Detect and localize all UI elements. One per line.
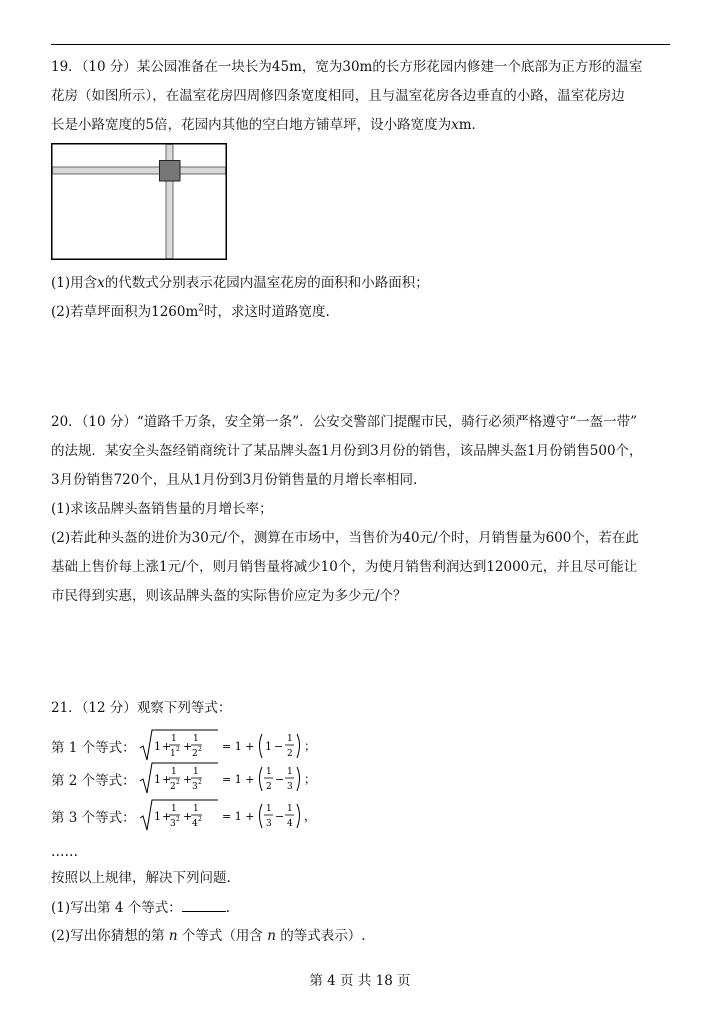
eq3-r2-num: 1 — [286, 804, 293, 814]
eq2-end: ； — [303, 772, 316, 786]
q19-part-2 — [51, 302, 676, 322]
eq2-den-a: 2 — [169, 782, 176, 792]
eq3-n2: 1 — [192, 804, 199, 814]
eq3-equals: = 1 + — [221, 810, 255, 823]
garden-border — [52, 144, 227, 260]
q19-line-3-text: 长是小路宽度的5倍，花园内其他的空白地方铺草坪，设小路宽度为 — [51, 117, 452, 133]
eq3-den-b: 4 — [191, 819, 198, 829]
q20-part-2-line-1: (2)若此种头盔的进价为30元/个，测算在市场中，当售价为40元/个时，月销售量为600个，若在此 — [51, 530, 639, 546]
eq3-plus-1: + — [161, 810, 171, 823]
eq2-r1-num: 1 — [265, 767, 272, 777]
eq3-one: 1 — [153, 810, 161, 823]
equation-1-label: 第 1 个等式： — [51, 740, 136, 756]
q19-var-x: x — [451, 117, 459, 133]
q21-part-1-post: . — [225, 900, 231, 916]
equation-2 — [51, 759, 318, 799]
q20-part-1: (1)求该品牌头盔销售量的月增长率； — [51, 501, 273, 517]
eq3-end: ， — [303, 809, 316, 823]
eq1-den-b: 2 — [191, 749, 198, 759]
eq3-r1-den: 3 — [265, 819, 272, 829]
eq1-n2: 1 — [192, 734, 199, 744]
eq2-sq-a: 2 — [175, 779, 180, 786]
header-rule — [51, 44, 670, 45]
eq1-end: ； — [303, 739, 316, 753]
eq1-minus: − — [273, 740, 283, 753]
eq2-plus-2: + — [182, 773, 192, 786]
page-footer: 第 4 页 共 18 页 — [309, 973, 411, 989]
eq1-den-a: 1 — [169, 749, 176, 759]
eq1-sq-b: 2 — [197, 746, 202, 753]
eq1-r1: 1 — [264, 740, 272, 753]
eq1-n1: 1 — [170, 734, 177, 744]
eq1-sq-a: 2 — [175, 746, 180, 753]
eq3-den-a: 3 — [169, 819, 176, 829]
q19-line-1: 19．（10 分）某公园准备在一块长为45m，宽为30m的长方形花园内修建一个底部为正方形的温室 — [51, 59, 643, 75]
eq3-n1: 1 — [170, 804, 177, 814]
equation-3-label: 第 3 个等式： — [51, 810, 136, 826]
q19-part-1-var: x — [97, 275, 105, 291]
eq2-plus-1: + — [161, 773, 171, 786]
eq1-equals: = 1 + — [221, 740, 255, 753]
eq1-r2-den: 2 — [286, 749, 293, 759]
eq2-one: 1 — [153, 773, 161, 786]
equation-3-math — [138, 796, 318, 836]
q19-part-2-post: 时，求这时道路宽度. — [204, 304, 330, 320]
eq2-den-b: 3 — [191, 782, 198, 792]
eq3-minus: − — [274, 810, 284, 823]
q20-part-2-line-2: 基础上售价每上涨1元/个，则月销售量将减少10个，为使月销售利润达到12000元，并且尽可能让 — [51, 559, 638, 575]
path-top — [166, 145, 173, 161]
q21-part-2-mid: 个等式（用含 — [177, 928, 268, 944]
q21-part-2-pre: (2)写出你猜想的第 — [51, 928, 169, 944]
greenhouse-square — [160, 161, 181, 182]
eq2-r2-num: 1 — [286, 767, 293, 777]
garden-diagram — [51, 143, 227, 260]
q21-part-1-pre: (1)写出第 4 个等式： — [51, 900, 182, 916]
q19-part-1-post: 的代数式分别表示花园内温室花房的面积和小路面积； — [104, 275, 429, 291]
eq2-n1: 1 — [170, 767, 177, 777]
eq3-sq-b: 2 — [197, 816, 202, 823]
q20-part-2-line-3: 市民得到实惠，则该品牌头盔的实际售价应定为多少元/个？ — [51, 588, 407, 604]
q19-line-3 — [51, 115, 676, 135]
q19-part-2-sup: 2 — [198, 303, 205, 314]
q21-part-2-post: 的等式表示）. — [275, 928, 366, 944]
eq3-r2-den: 4 — [286, 819, 293, 829]
q21-part-2 — [51, 926, 676, 946]
eq2-minus: − — [274, 773, 284, 786]
q19-part-1 — [51, 273, 676, 293]
eq2-n2: 1 — [192, 767, 199, 777]
q20-line-1: 20．（10 分）“道路千万条，安全第一条”．公安交警部门提醒市民，骑行必须严格遵守“一盔一带” — [51, 414, 638, 430]
q19-part-2-pre: (2)若草坪面积为1260m — [51, 304, 199, 320]
q21-ellipsis: …… — [51, 844, 78, 860]
eq1-r2-num: 1 — [286, 734, 293, 744]
q21-intro: 21．（12 分）观察下列等式： — [51, 700, 232, 716]
answer-blank[interactable] — [182, 897, 226, 912]
equation-2-math — [138, 759, 318, 799]
eq1-plus-1: + — [161, 740, 171, 753]
eq2-r1-den: 2 — [265, 782, 272, 792]
eq2-sq-b: 2 — [197, 779, 202, 786]
eq1-plus-2: + — [182, 740, 192, 753]
eq3-plus-2: + — [182, 810, 192, 823]
equation-3 — [51, 796, 318, 836]
q21-part-2-var: n — [168, 928, 178, 944]
q19-line-3-unit: m． — [458, 117, 486, 133]
q21-instruction: 按照以上规律，解决下列问题. — [51, 870, 231, 886]
q20-line-3: 3月份销售720个，且从1月份到3月份销售量的月增长率相同. — [51, 472, 418, 488]
path-right — [180, 167, 226, 174]
eq3-sq-a: 2 — [175, 816, 180, 823]
q19-part-1-pre: (1)用含 — [51, 275, 98, 291]
path-bottom — [166, 181, 173, 259]
eq3-r1-num: 1 — [265, 804, 272, 814]
q20-line-2: 的法规．某安全头盔经销商统计了某品牌头盔1月份到3月份的销售，该品牌头盔1月份销售500个， — [51, 443, 643, 459]
q19-line-2: 花房（如图所示），在温室花房四周修四条宽度相同，且与温室花房各边垂直的小路，温室花房边 — [51, 88, 625, 104]
equation-2-label: 第 2 个等式： — [51, 773, 136, 789]
q21-part-2-var2: n — [267, 928, 276, 944]
eq2-r2-den: 3 — [286, 782, 293, 792]
eq2-equals: = 1 + — [221, 773, 255, 786]
eq1-one: 1 — [153, 740, 161, 753]
q21-part-1 — [51, 897, 676, 918]
path-left — [53, 167, 160, 174]
